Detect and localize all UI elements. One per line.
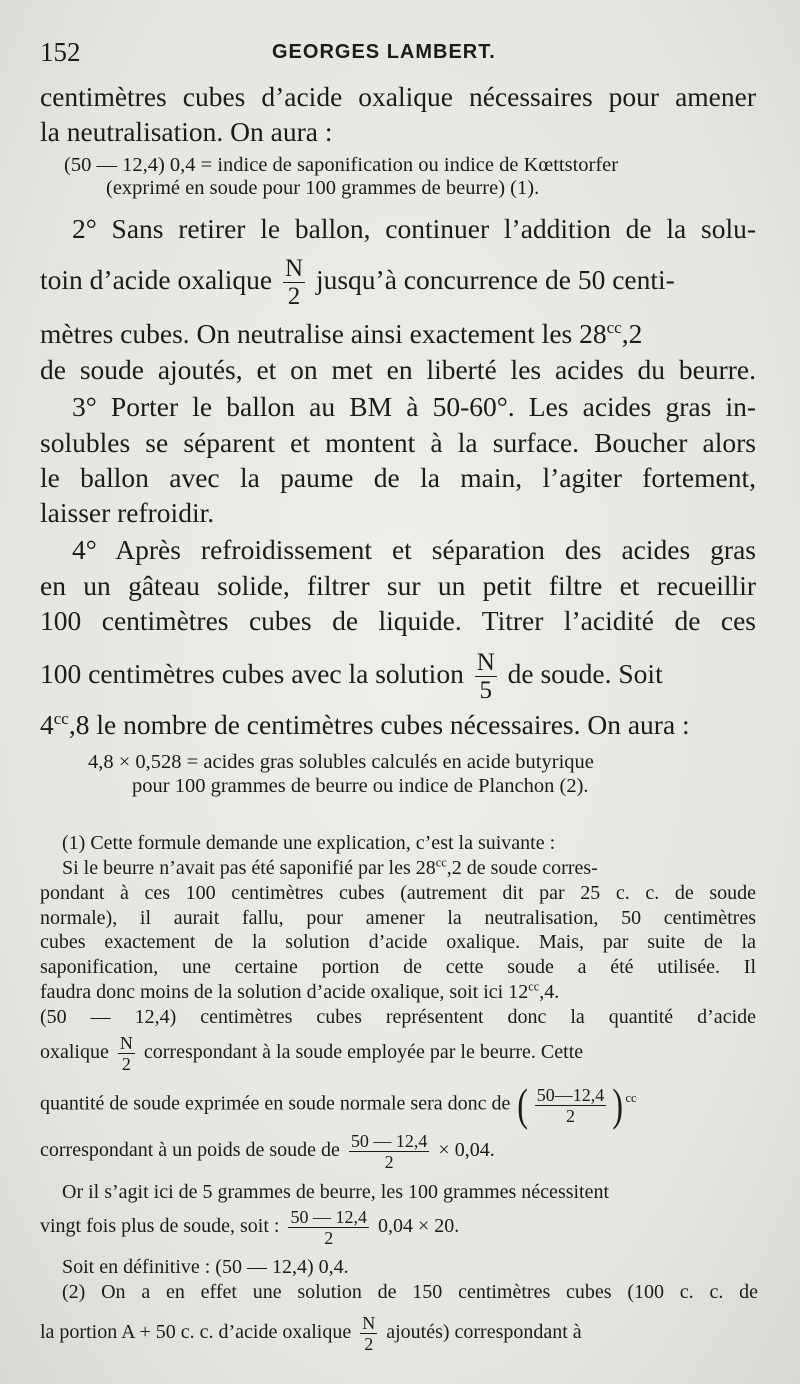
footnote-line: pondant à ces 100 centimètres cubes (autrement dit par 25 c. c. de soude — [40, 882, 756, 904]
running-title: GEORGES LAMBERT. — [272, 41, 496, 63]
footnote-line: oxalique $\frac{N}{2}$ correspondant à la soude employée par le beurre. Cette — [40, 1033, 584, 1074]
footnote-line: Si le beurre n’avait pas été saponifié par les $28^{cc},2$ de soude corres- — [62, 855, 598, 879]
unit-cc: cc — [53, 708, 69, 728]
body-line: laisser refroidir. — [40, 497, 215, 528]
body-line: 100 centimètres cubes de liquide. Titrer l’acidité de ces — [40, 605, 756, 636]
footnote-line: faudra donc moins de la solution d’acide oxalique, soit ici $12^{cc},4$. — [40, 979, 560, 1003]
body-line: 3° Porter le ballon au BM à 50-60°. Les acides gras in- — [72, 391, 756, 422]
formula-line: pour 100 grammes de beurre ou indice de Planchon (2). — [132, 775, 589, 797]
footnote-line: vingt fois plus de soude, soit : $\frac{50 — 12,4}{2}$ 0,04 × 20. — [40, 1207, 460, 1248]
fraction-expression: $\frac{50—12,4}{2}$ — [536, 1084, 605, 1126]
fraction-expression: $\frac{50 — 12,4}{2}$ — [350, 1131, 428, 1172]
body-line — [40, 256, 756, 309]
body-line: en un gâteau solide, filtrer sur un petit filtre et recueillir — [40, 570, 756, 601]
footnote-line: Or il s’agit ici de 5 grammes de beurre, les 100 grammes nécessitent — [62, 1181, 610, 1203]
formula-line: (exprimé en soude pour 100 grammes de beurre) (1). — [106, 177, 540, 199]
footnote-line: (50 — 12,4) centimètres cubes représentent donc la quantité d’acide — [40, 1006, 756, 1028]
body-text: toin d’acide oxalique — [40, 263, 273, 295]
footnote-line: normale), il aurait fallu, pour amener la neutralisation, 50 centimètres — [40, 907, 756, 929]
unit-cc: cc — [606, 317, 622, 337]
page-number: 152 — [40, 37, 81, 67]
formula-line: (50 — 12,4) 0,4 = indice de saponification ou indice de Kœttstorfer — [64, 154, 619, 176]
footnote-line: correspondant à un poids de soude de $\frac{50 — 12,4}{2}$ × 0,04. — [40, 1131, 495, 1172]
body-line: de soude ajoutés, et on met en liberté les acides du beurre. — [40, 354, 756, 385]
footnote-line: (2) On a en effet une solution de 150 centimètres cubes (100 c. c. de — [62, 1281, 758, 1303]
fraction-n-over-5: $\frac{N}{5}$ — [476, 649, 495, 704]
body-line: solubles se séparent et montent à la surface. Boucher alors — [40, 427, 756, 458]
footnote-line: quantité de soude exprimée en soude normale sera donc de ( $\frac{50—12,4}{2}$ ) $^{cc}$ — [40, 1079, 637, 1130]
fraction-expression: $\frac{50 — 12,4}{2}$ — [290, 1207, 367, 1248]
fraction-n-over-2: $\frac{N}{2}$ — [362, 1313, 376, 1354]
body-line: 2° Sans retirer le ballon, continuer l’addition de la solu- — [72, 213, 756, 244]
body-line: $4^{cc},8$ le nombre de centimètres cubes nécessaires. On aura : — [40, 708, 690, 740]
fraction-n-over-2: $\frac{N}{2}$ — [119, 1033, 133, 1074]
body-line: le ballon avec la paume de la main, l’agiter fortement, — [40, 462, 756, 493]
footnote-line: (1) Cette formule demande une explication, c’est la suivante : — [62, 832, 556, 854]
footnote-line: saponification, une certaine portion de cette soude a été utilisée. Il — [40, 956, 756, 978]
body-line: 4° Après refroidissement et séparation des acides gras — [72, 534, 756, 565]
footnote-line: cubes exactement de la solution d’acide oxalique. Mais, par suite de la — [40, 931, 756, 953]
formula-line: 4,8 × 0,528 = acides gras solubles calculés en acide butyrique — [88, 751, 594, 773]
body-line: 100 centimètres cubes avec la solution $\frac{N}{5}$ de soude. Soit — [40, 649, 663, 704]
fraction-n-over-2: $\frac{N}{2}$ — [285, 255, 304, 310]
footnote-line: Soit en définitive : (50 — 12,4) 0,4. — [62, 1256, 349, 1278]
body-line: mètres cubes. On neutralise ainsi exactement les $28^{cc},2$ — [40, 317, 643, 349]
body-text: jusqu’à concurrence de 50 centi- — [315, 263, 675, 295]
body-line: centimètres cubes d’acide oxalique nécessaires pour amener — [40, 81, 756, 112]
body-line: la neutralisation. On aura : — [40, 116, 333, 147]
footnote-line: la portion A + 50 c. c. d’acide oxalique $\frac{N}{2}$ ajoutés) correspondant à — [40, 1313, 582, 1354]
